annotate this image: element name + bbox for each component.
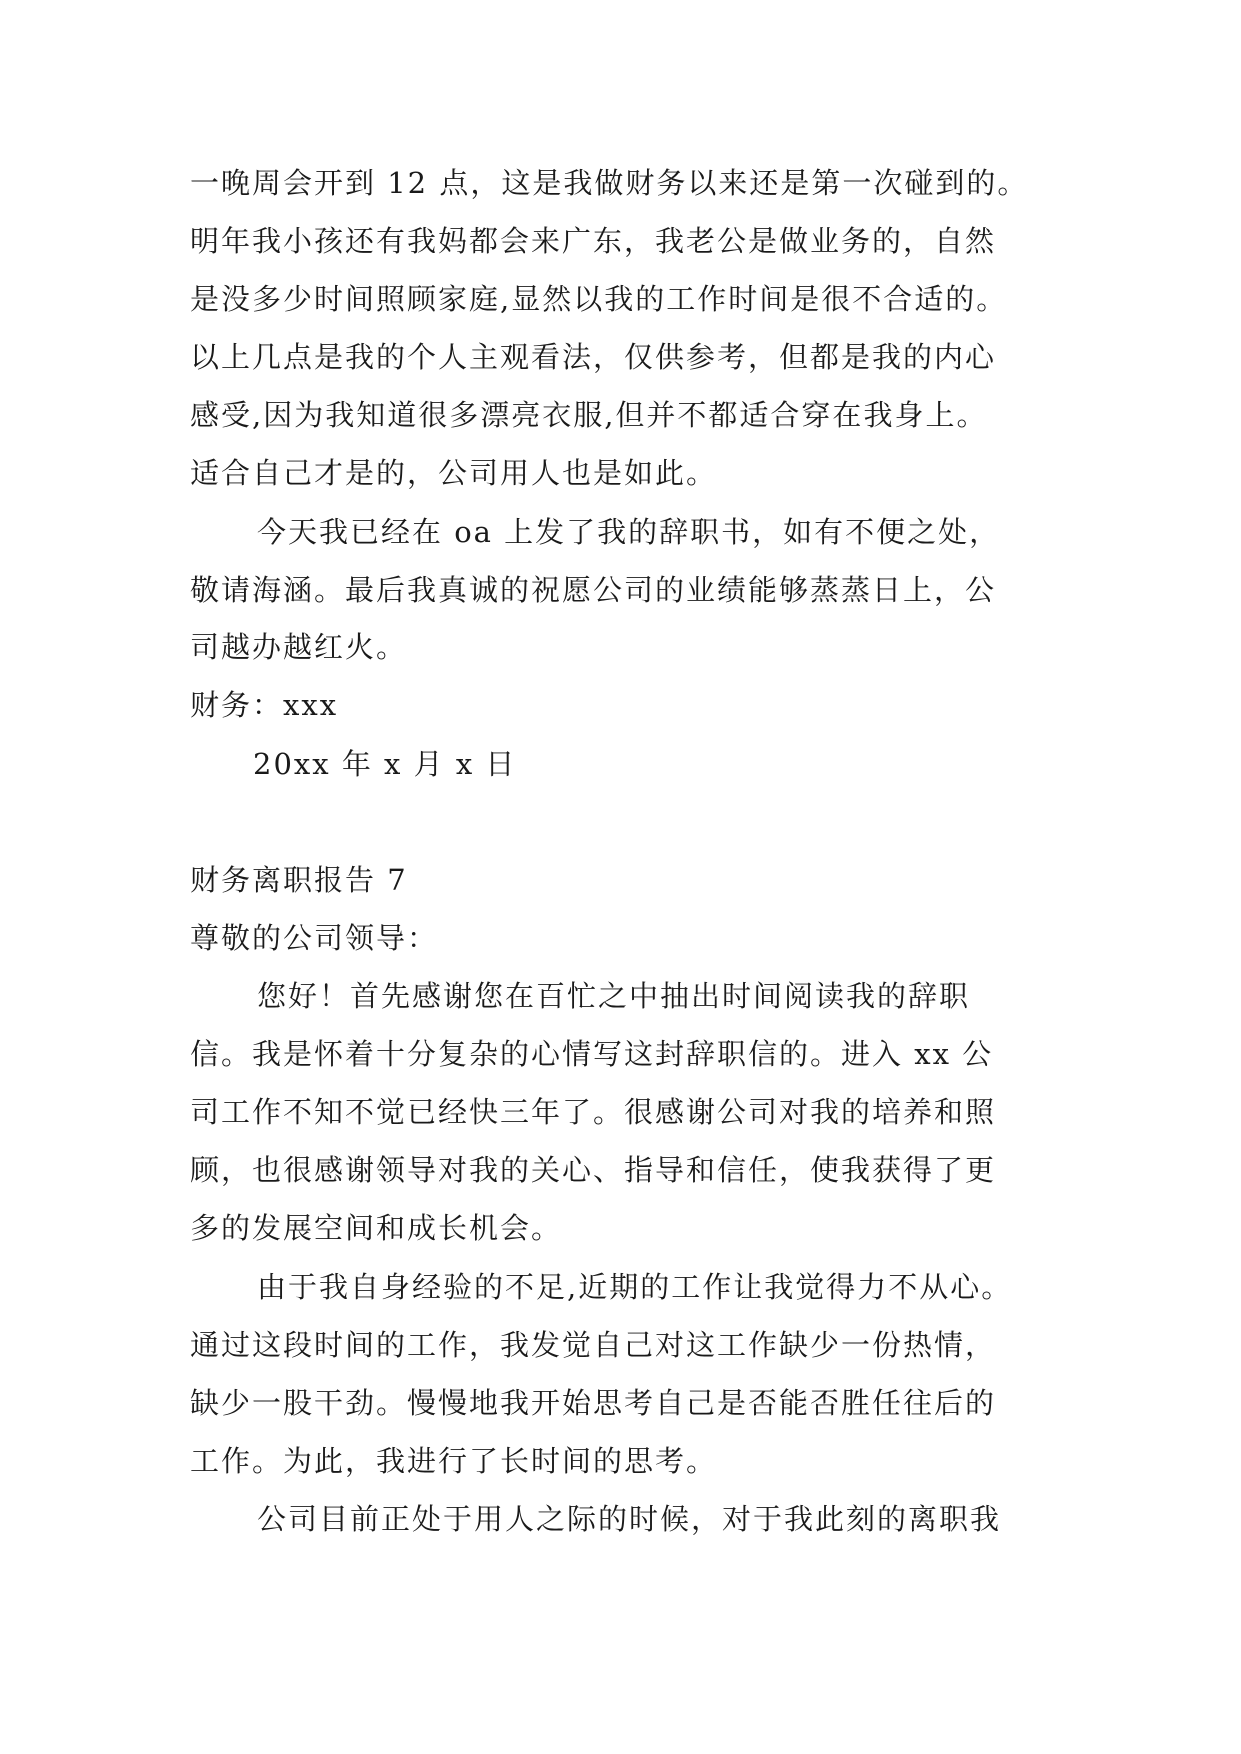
body-text-line: 明年我小孩还有我妈都会来广东，我老公是做业务的，自然 bbox=[190, 224, 997, 258]
paragraph-line: 由于我自身经验的不足,近期的工作让我觉得力不从心。 bbox=[257, 1270, 1013, 1304]
date: 20xx 年 x 月 x 日 bbox=[253, 747, 517, 781]
paragraph-line: 司工作不知不觉已经快三年了。很感谢公司对我的培养和照 bbox=[190, 1095, 997, 1129]
paragraph-line: 信。我是怀着十分复杂的心情写这封辞职信的。进入 xx 公 bbox=[190, 1037, 994, 1071]
paragraph-line: 顾，也很感谢领导对我的关心、指导和信任，使我获得了更 bbox=[190, 1153, 997, 1187]
closing-paragraph-line: 司越办越红火。 bbox=[190, 630, 408, 664]
body-text-line: 感受,因为我知道很多漂亮衣服,但并不都适合穿在我身上。 bbox=[190, 398, 988, 432]
signature: 财务：xxx bbox=[190, 688, 339, 722]
paragraph-line: 您好！首先感谢您在百忙之中抽出时间阅读我的辞职 bbox=[257, 979, 971, 1013]
body-text-line: 以上几点是我的个人主观看法，仅供参考，但都是我的内心 bbox=[190, 340, 997, 374]
body-text-line: 是没多少时间照顾家庭,显然以我的工作时间是很不合适的。 bbox=[190, 282, 1008, 316]
paragraph-line: 公司目前正处于用人之际的时候，对于我此刻的离职我 bbox=[257, 1502, 1002, 1536]
paragraph-line: 通过这段时间的工作，我发觉自己对这工作缺少一份热情， bbox=[190, 1328, 997, 1362]
section-title: 财务离职报告 7 bbox=[190, 863, 408, 897]
paragraph-line: 缺少一股干劲。慢慢地我开始思考自己是否能否胜任往后的 bbox=[190, 1386, 997, 1420]
salutation: 尊敬的公司领导： bbox=[190, 921, 439, 955]
closing-paragraph-line: 敬请海涵。最后我真诚的祝愿公司的业绩能够蒸蒸日上，公 bbox=[190, 573, 997, 607]
body-text-line: 一晚周会开到 12 点，这是我做财务以来还是第一次碰到的。 bbox=[190, 166, 1029, 200]
paragraph-line: 多的发展空间和成长机会。 bbox=[190, 1211, 563, 1245]
body-text-line: 适合自己才是的，公司用人也是如此。 bbox=[190, 456, 718, 490]
paragraph-line: 工作。为此，我进行了长时间的思考。 bbox=[190, 1444, 718, 1478]
closing-paragraph-line: 今天我已经在 oa 上发了我的辞职书，如有不便之处， bbox=[257, 515, 1001, 549]
